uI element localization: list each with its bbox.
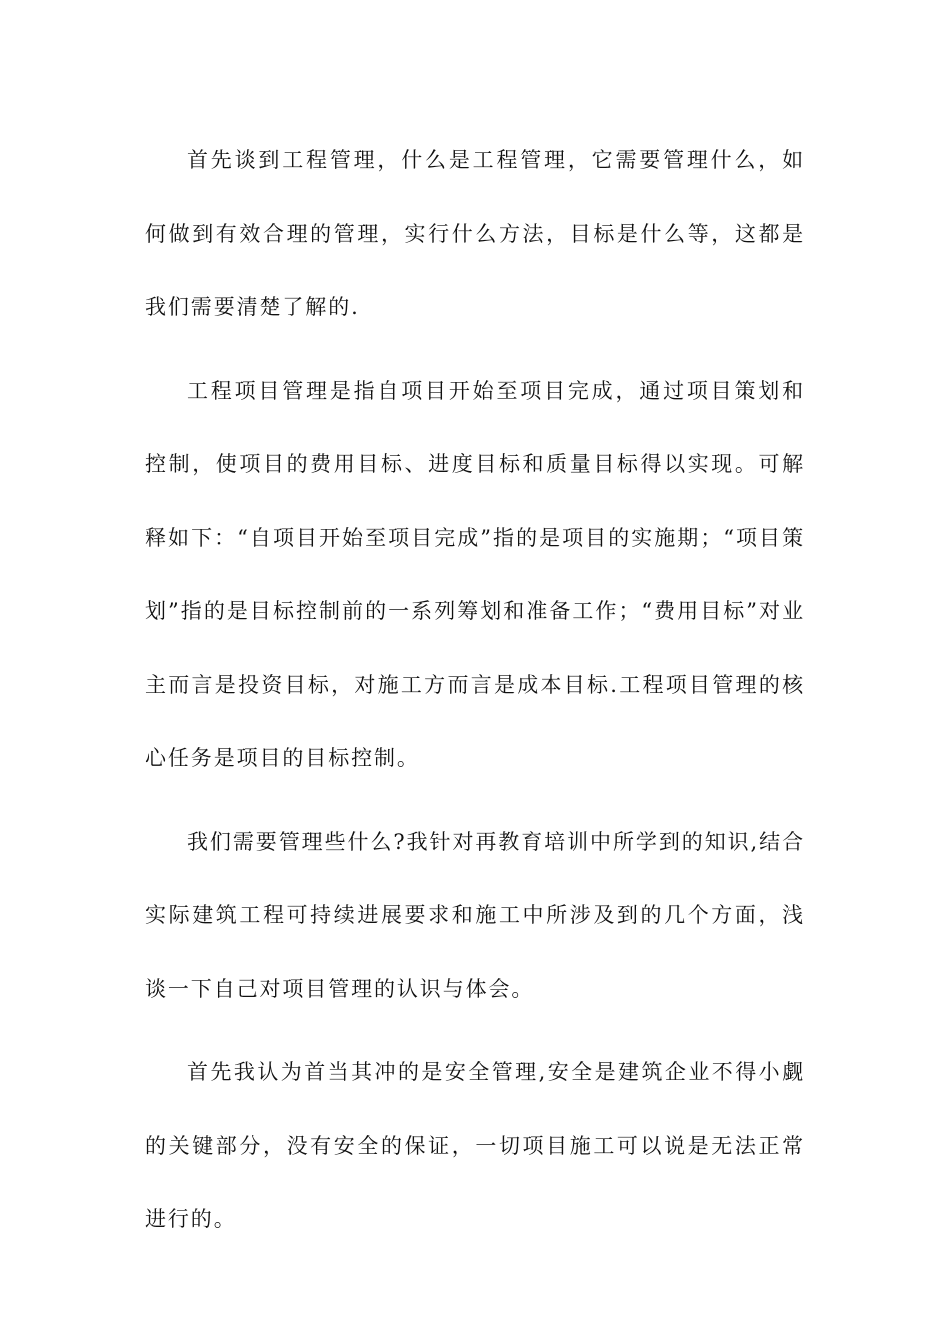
paragraph-2: 工程项目管理是指自项目开始至项目完成，通过项目策划和控制，使项目的费用目标、进度目标和质量目标得以实现。可解释如下：“自项目开始至项目完成”指的是项目的实施期；“项目策划”指的是目标控制前的一系列筹划和准备工作；“费用目标”对业主而言是投资目标，对施工方而言是成本目标.工程项目管理的核心任务是项目的目标控制。 — [145, 378, 805, 770]
paragraph-4: 首先我认为首当其冲的是安全管理,安全是建筑企业不得小觑的关键部分，没有安全的保证，一切项目施工可以说是无法正常进行的。 — [145, 1060, 805, 1231]
paragraph-1: 首先谈到工程管理，什么是工程管理，它需要管理什么，如何做到有效合理的管理，实行什么方法，目标是什么等，这都是我们需要清楚了解的. — [145, 148, 805, 319]
document-body — [145, 124, 805, 1267]
paragraph-3: 我们需要管理些什么?我针对再教育培训中所学到的知识,结合实际建筑工程可持续进展要求和施工中所涉及到的几个方面，浅谈一下自己对项目管理的认识与体会。 — [145, 829, 805, 1001]
